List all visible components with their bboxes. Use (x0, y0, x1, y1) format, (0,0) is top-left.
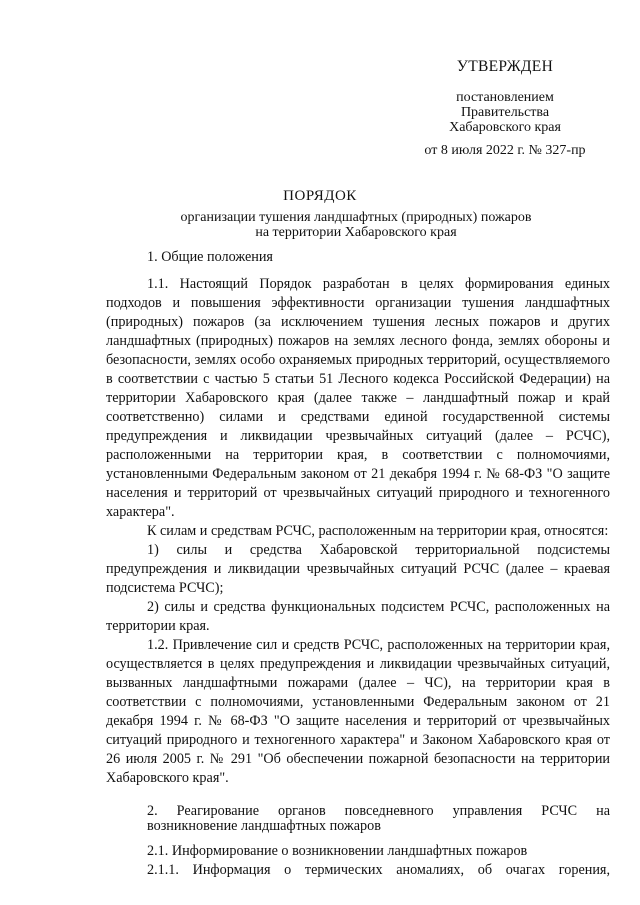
approval-line-1: постановлением (456, 90, 554, 105)
section-2-heading-line-2: возникновение ландшафтных пожаров (147, 818, 381, 834)
spacer (106, 788, 610, 804)
document-body (106, 248, 610, 880)
paragraph-1-1: 1.1. Настоящий Порядок разработан в целях формирования единых подходов и повышения эффективности организации тушения ландшафтных (природных) пожаров (за исключением тушения лесных пожаров и других ландшафтных (природных) пожаров на землях лесного фонда, землях обороны и безопасности, землях особо охраняемых природных территорий, осуществляемого в соответствии с частью 5 статьи 51 Лесного кодекса Российской Федерации) на территории Хабаровского края (далее также – ландшафтный пожар и край соответственно) силами и средствами единой государственной системы предупреждения и ликвидации чрезвычайных ситуаций (далее – РСЧС), расположенными на территории края, в соответствии с полномочиями, установленными Федеральным законом от 21 декабря 1994 г. № 68-ФЗ "О защите населения и территорий от чрезвычайных ситуаций природного и техногенного характера". (106, 276, 610, 520)
list-item-2: 2) силы и средства функциональных подсистем РСЧС, расположенных на территории края. (106, 599, 610, 634)
spacer (106, 267, 610, 275)
approval-header: УТВЕРЖДЕН (456, 58, 554, 75)
section-1-heading: 1. Общие положения (147, 249, 273, 265)
approval-line-3: Хабаровского края (449, 120, 561, 135)
subtitle-line-1: организации тушения ландшафтных (природных) пожаров (180, 210, 532, 225)
document-title: ПОРЯДОК (283, 188, 357, 204)
approval-date: от 8 июля 2022 г. № 327-пр (424, 143, 586, 158)
approval-line-2: Правительства (460, 105, 550, 120)
paragraph-2-1-1: 2.1.1. Информация о термических аномалиях, об очагах горения, (147, 862, 610, 878)
section-2-heading-line-1: 2. Реагирование органов повседневного управления РСЧС на (147, 803, 610, 819)
document-subtitle (0, 210, 640, 240)
paragraph-1-2: 1.2. Привлечение сил и средств РСЧС, расположенных на территории края, осуществляется в целях предупреждения и ликвидации чрезвычайных ситуаций, вызванных ландшафтными пожарами (далее – ЧС), на территории края в соответствии с полномочиями, установленными Федеральным законом от 21 декабря 1994 г. № 68-ФЗ "О защите населения и территорий от чрезвычайных ситуаций природного и техногенного характера" и Законом Хабаровского края от 26 июля 2005 г. № 291 "Об обеспечении пожарной безопасности на территории Хабаровского края". (106, 637, 610, 786)
subsection-2-1: 2.1. Информирование о возникновении ландшафтных пожаров (147, 843, 528, 859)
approval-block (400, 58, 610, 159)
paragraph-forces: К силам и средствам РСЧС, расположенным на территории края, относятся: (147, 523, 609, 539)
subtitle-line-2: на территории Хабаровского края (255, 225, 457, 240)
list-item-1: 1) силы и средства Хабаровской территориальной подсистемы предупреждения и ликвидации чрезвычайных ситуаций РСЧС (далее – краевая подсистема РСЧС); (106, 542, 610, 596)
